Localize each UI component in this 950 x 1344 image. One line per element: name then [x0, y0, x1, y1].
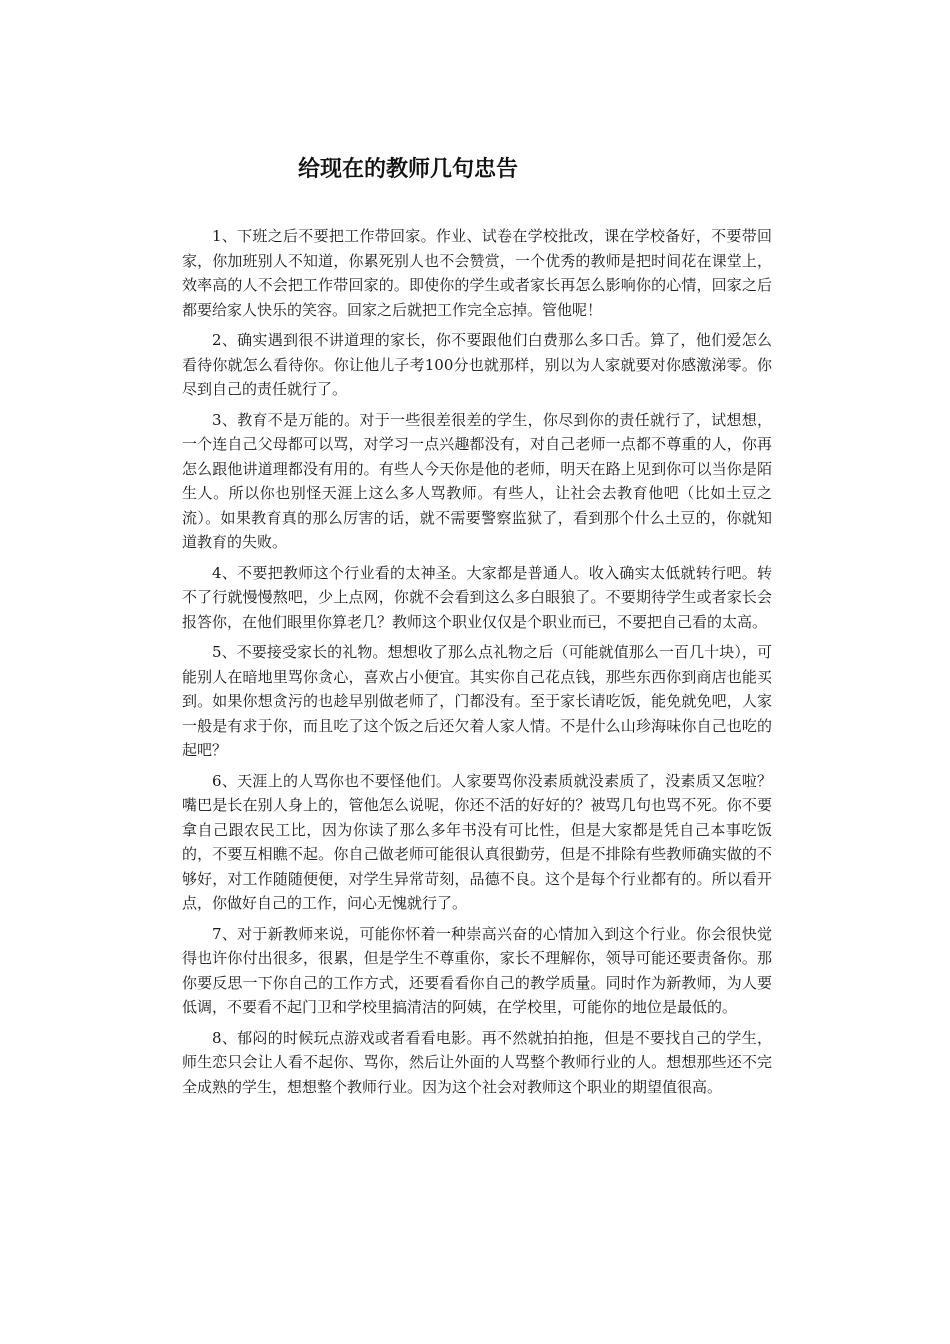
paragraph-5: 5、不要接受家长的礼物。想想收了那么点礼物之后（可能就值那么一百几十块），可能别人在暗地里骂你贪心，喜欢占小便宜。其实你自己花点钱，那些东西你到商店也能买到。如果你想贪污的也趁早别做老师了，门都没有。至于家长请吃饭，能免就免吧，人家一般是有求于你，而且吃了这个饭之后还欠着人家人情。不是什么山珍海味你自己也吃的起吧？	[182, 643, 772, 759]
document-body	[182, 224, 772, 1105]
paragraph-7: 7、对于新教师来说，可能你怀着一种崇高兴奋的心情加入到这个行业。你会很快觉得也许你付出很多，很累，但是学生不尊重你，家长不理解你，领导可能还要责备你。那你要反思一下你自己的工作方式，还要看看你自己的教学质量。同时作为新教师，为人要低调，不要看不起门卫和学校里搞清洁的阿姨，在学校里，可能你的地位是最低的。	[182, 924, 772, 1016]
paragraph-8: 8、郁闷的时候玩点游戏或者看看电影。再不然就拍拍拖，但是不要找自己的学生，师生恋只会让人看不起你、骂你，然后让外面的人骂整个教师行业的人。想想那些还不完全成熟的学生，想想整个教师行业。因为这个社会对教师这个职业的期望值很高。	[182, 1028, 772, 1096]
paragraph-3: 3、教育不是万能的。对于一些很差很差的学生，你尽到你的责任就行了，试想想，一个连自己父母都可以骂，对学习一点兴趣都没有，对自己老师一点都不尊重的人，你再怎么跟他讲道理都没有用的。有些人今天你是他的老师，明天在路上见到你可以当你是陌生人。所以你也别怪天涯上这么多人骂教师。有些人，让社会去教育他吧（比如土豆之流）。如果教育真的那么厉害的话，就不需要警察监狱了，看到那个什么土豆的，你就知道教育的失败。	[182, 410, 772, 551]
paragraph-4: 4、不要把教师这个行业看的太神圣。大家都是普通人。收入确实太低就转行吧。转不了行就慢慢熬吧，少上点网，你就不会看到这么多白眼狼了。不要期待学生或者家长会报答你，在他们眼里你算老几？教师这个职业仅仅是个职业而已，不要把自己看的太高。	[182, 563, 772, 631]
document-title: 给现在的教师几句忠告	[298, 156, 519, 182]
paragraph-2: 2、确实遇到很不讲道理的家长，你不要跟他们白费那么多口舌。算了，他们爱怎么看待你就怎么看待你。你让他儿子考100分也就那样，别以为人家就要对你感激涕零。你尽到自己的责任就行了。	[182, 331, 772, 398]
paragraph-1: 1、下班之后不要把工作带回家。作业、试卷在学校批改，课在学校备好，不要带回家，你加班别人不知道，你累死别人也不会赞赏，一个优秀的教师是把时间花在课堂上，效率高的人不会把工作带回家的。即使你的学生或者家长再怎么影响你的心情，回家之后都要给家人快乐的笑容。回家之后就把工作完全忘掉。管他呢！	[182, 227, 772, 319]
paragraph-6: 6、天涯上的人骂你也不要怪他们。人家要骂你没素质就没素质了，没素质又怎啦？嘴巴是长在别人身上的，管他怎么说呢，你还不活的好好的？被骂几句也骂不死。你不要拿自己跟农民工比，因为你读了那么多年书没有可比性，但是大家都是凭自己本事吃饭的，不要互相瞧不起。你自己做老师可能很认真很勤劳，但是不排除有些教师确实做的不够好，对工作随随便便，对学生异常苛刻，品德不良。这个是每个行业都有的。所以看开点，你做好自己的工作，问心无愧就行了。	[182, 771, 772, 912]
